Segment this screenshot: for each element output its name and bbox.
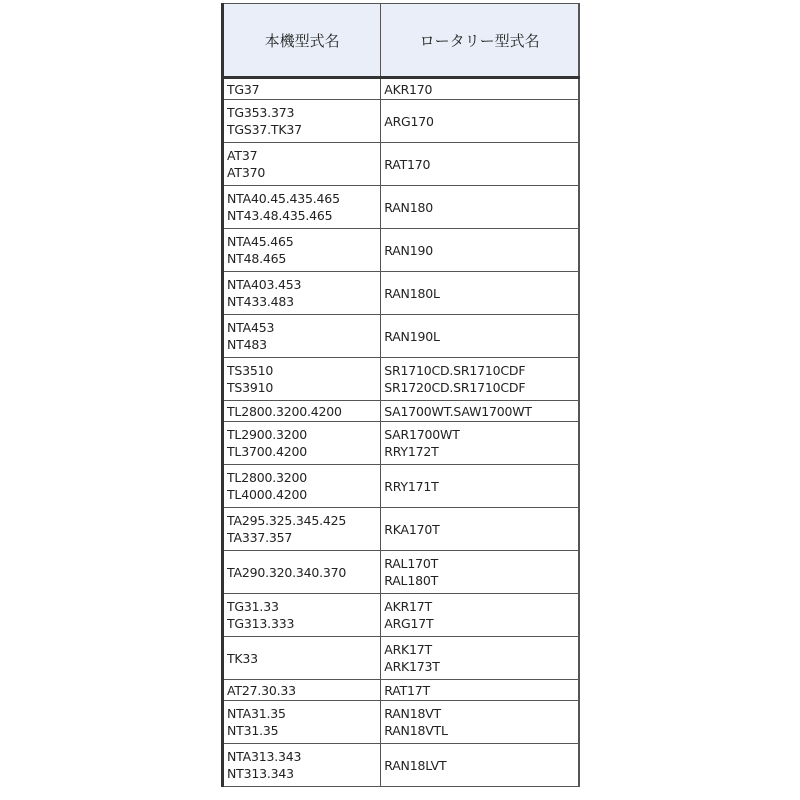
model-cell bbox=[223, 637, 381, 680]
model-cell-line: NT43.48.435.465 bbox=[227, 208, 333, 223]
model-cell bbox=[223, 551, 381, 594]
model-cell-line: NT48.465 bbox=[227, 251, 287, 266]
model-cell-line: TG313.333 bbox=[227, 616, 295, 631]
table-row bbox=[223, 401, 580, 422]
rotary-cell-line: ARK173T bbox=[384, 659, 440, 674]
model-cell-line: TA337.357 bbox=[227, 530, 293, 545]
model-cell-line: TL3700.4200 bbox=[227, 444, 307, 459]
rotary-cell-line: RRY172T bbox=[384, 444, 439, 459]
model-cell bbox=[223, 100, 381, 143]
table-row bbox=[223, 272, 580, 315]
model-cell-line: TL4000.4200 bbox=[227, 487, 307, 502]
rotary-cell-line: RAL180T bbox=[384, 573, 439, 588]
header-row bbox=[223, 4, 580, 78]
model-cell-line: NT483 bbox=[227, 337, 267, 352]
model-cell bbox=[223, 465, 381, 508]
rotary-cell-line: RAN18VT bbox=[384, 706, 441, 721]
rotary-cell bbox=[381, 701, 579, 744]
rotary-cell bbox=[381, 100, 579, 143]
table-row bbox=[223, 637, 580, 680]
rotary-cell bbox=[381, 78, 579, 100]
table-header bbox=[223, 4, 580, 78]
rotary-cell bbox=[381, 358, 579, 401]
rotary-cell-line: RRY171T bbox=[384, 478, 439, 494]
rotary-cell-line: SAR1700WT bbox=[384, 427, 460, 442]
rotary-cell-line: RAN180 bbox=[384, 199, 433, 215]
model-cell bbox=[223, 508, 381, 551]
model-cell-line: NTA313.343 bbox=[227, 749, 302, 764]
table-row bbox=[223, 680, 580, 701]
rotary-cell-line: AKR170 bbox=[384, 81, 433, 97]
rotary-cell-line: RAN180L bbox=[384, 285, 440, 301]
model-cell-line: TGS37.TK37 bbox=[227, 122, 302, 137]
model-cell bbox=[223, 422, 381, 465]
table-row bbox=[223, 594, 580, 637]
model-cell-line: NTA403.453 bbox=[227, 277, 302, 292]
model-cell-line: TK33 bbox=[227, 650, 258, 666]
rotary-cell-line: SR1720CD.SR1710CDF bbox=[384, 380, 526, 395]
model-cell-line: TL2800.3200 bbox=[227, 470, 307, 485]
table-row bbox=[223, 465, 580, 508]
rotary-cell-line: RAN18VTL bbox=[384, 723, 448, 738]
model-cell-line: TS3510 bbox=[227, 363, 274, 378]
rotary-cell bbox=[381, 508, 579, 551]
table-row bbox=[223, 78, 580, 100]
table-row bbox=[223, 315, 580, 358]
model-cell bbox=[223, 594, 381, 637]
rotary-cell bbox=[381, 186, 579, 229]
table-row bbox=[223, 358, 580, 401]
rotary-cell bbox=[381, 680, 579, 701]
model-cell-line: TS3910 bbox=[227, 380, 274, 395]
model-cell-line: TG353.373 bbox=[227, 105, 295, 120]
model-cell-line: NT433.483 bbox=[227, 294, 294, 309]
rotary-cell-line: SA1700WT.SAW1700WT bbox=[384, 403, 532, 419]
model-cell-line: NTA40.45.435.465 bbox=[227, 191, 340, 206]
compatibility-table bbox=[221, 3, 580, 787]
rotary-cell bbox=[381, 594, 579, 637]
rotary-cell-line: RAN190L bbox=[384, 328, 440, 344]
rotary-cell bbox=[381, 744, 579, 787]
table-row bbox=[223, 143, 580, 186]
header-rotary-model-name: ロータリー型式名 bbox=[381, 4, 579, 78]
rotary-cell bbox=[381, 551, 579, 594]
model-cell-line: TL2900.3200 bbox=[227, 427, 307, 442]
table-row bbox=[223, 100, 580, 143]
model-cell-line: TA290.320.340.370 bbox=[227, 564, 347, 580]
table-row bbox=[223, 186, 580, 229]
table-row bbox=[223, 508, 580, 551]
model-cell-line: TG37 bbox=[227, 81, 260, 97]
model-cell-line: NTA453 bbox=[227, 320, 275, 335]
rotary-cell-line: RAN190 bbox=[384, 242, 433, 258]
model-cell-line: NT313.343 bbox=[227, 766, 294, 781]
model-cell bbox=[223, 315, 381, 358]
table-row bbox=[223, 744, 580, 787]
rotary-cell-line: RAL170T bbox=[384, 556, 439, 571]
model-cell bbox=[223, 358, 381, 401]
model-cell-line: AT37 bbox=[227, 148, 258, 163]
rotary-cell-line: ARK17T bbox=[384, 642, 432, 657]
model-cell-line: NTA31.35 bbox=[227, 706, 286, 721]
model-cell bbox=[223, 272, 381, 315]
rotary-cell-line: RAN18LVT bbox=[384, 757, 447, 773]
rotary-cell bbox=[381, 229, 579, 272]
model-cell-line: AT27.30.33 bbox=[227, 682, 296, 698]
rotary-cell-line: RAT17T bbox=[384, 682, 430, 698]
model-cell-line: NTA45.465 bbox=[227, 234, 294, 249]
rotary-cell bbox=[381, 465, 579, 508]
model-cell-line: TL2800.3200.4200 bbox=[227, 403, 342, 419]
rotary-cell-line: ARG17T bbox=[384, 616, 434, 631]
rotary-cell bbox=[381, 422, 579, 465]
table-row bbox=[223, 551, 580, 594]
table-row bbox=[223, 422, 580, 465]
model-cell bbox=[223, 401, 381, 422]
rotary-cell bbox=[381, 401, 579, 422]
rotary-cell bbox=[381, 315, 579, 358]
rotary-cell bbox=[381, 143, 579, 186]
model-cell bbox=[223, 701, 381, 744]
model-cell bbox=[223, 186, 381, 229]
model-cell-line: TA295.325.345.425 bbox=[227, 513, 347, 528]
model-cell-line: NT31.35 bbox=[227, 723, 279, 738]
model-cell bbox=[223, 680, 381, 701]
model-cell-line: AT370 bbox=[227, 165, 266, 180]
rotary-cell-line: ARG170 bbox=[384, 113, 434, 129]
rotary-cell bbox=[381, 637, 579, 680]
table-row bbox=[223, 701, 580, 744]
header-model-name: 本機型式名 bbox=[223, 4, 381, 78]
rotary-cell-line: RAT170 bbox=[384, 156, 431, 172]
table-body bbox=[223, 78, 580, 787]
model-cell bbox=[223, 229, 381, 272]
model-cell bbox=[223, 78, 381, 100]
rotary-cell-line: AKR17T bbox=[384, 599, 432, 614]
table-row bbox=[223, 229, 580, 272]
rotary-cell bbox=[381, 272, 579, 315]
model-cell bbox=[223, 143, 381, 186]
rotary-cell-line: RKA170T bbox=[384, 521, 440, 537]
model-cell-line: TG31.33 bbox=[227, 599, 279, 614]
model-cell bbox=[223, 744, 381, 787]
rotary-cell-line: SR1710CD.SR1710CDF bbox=[384, 363, 526, 378]
